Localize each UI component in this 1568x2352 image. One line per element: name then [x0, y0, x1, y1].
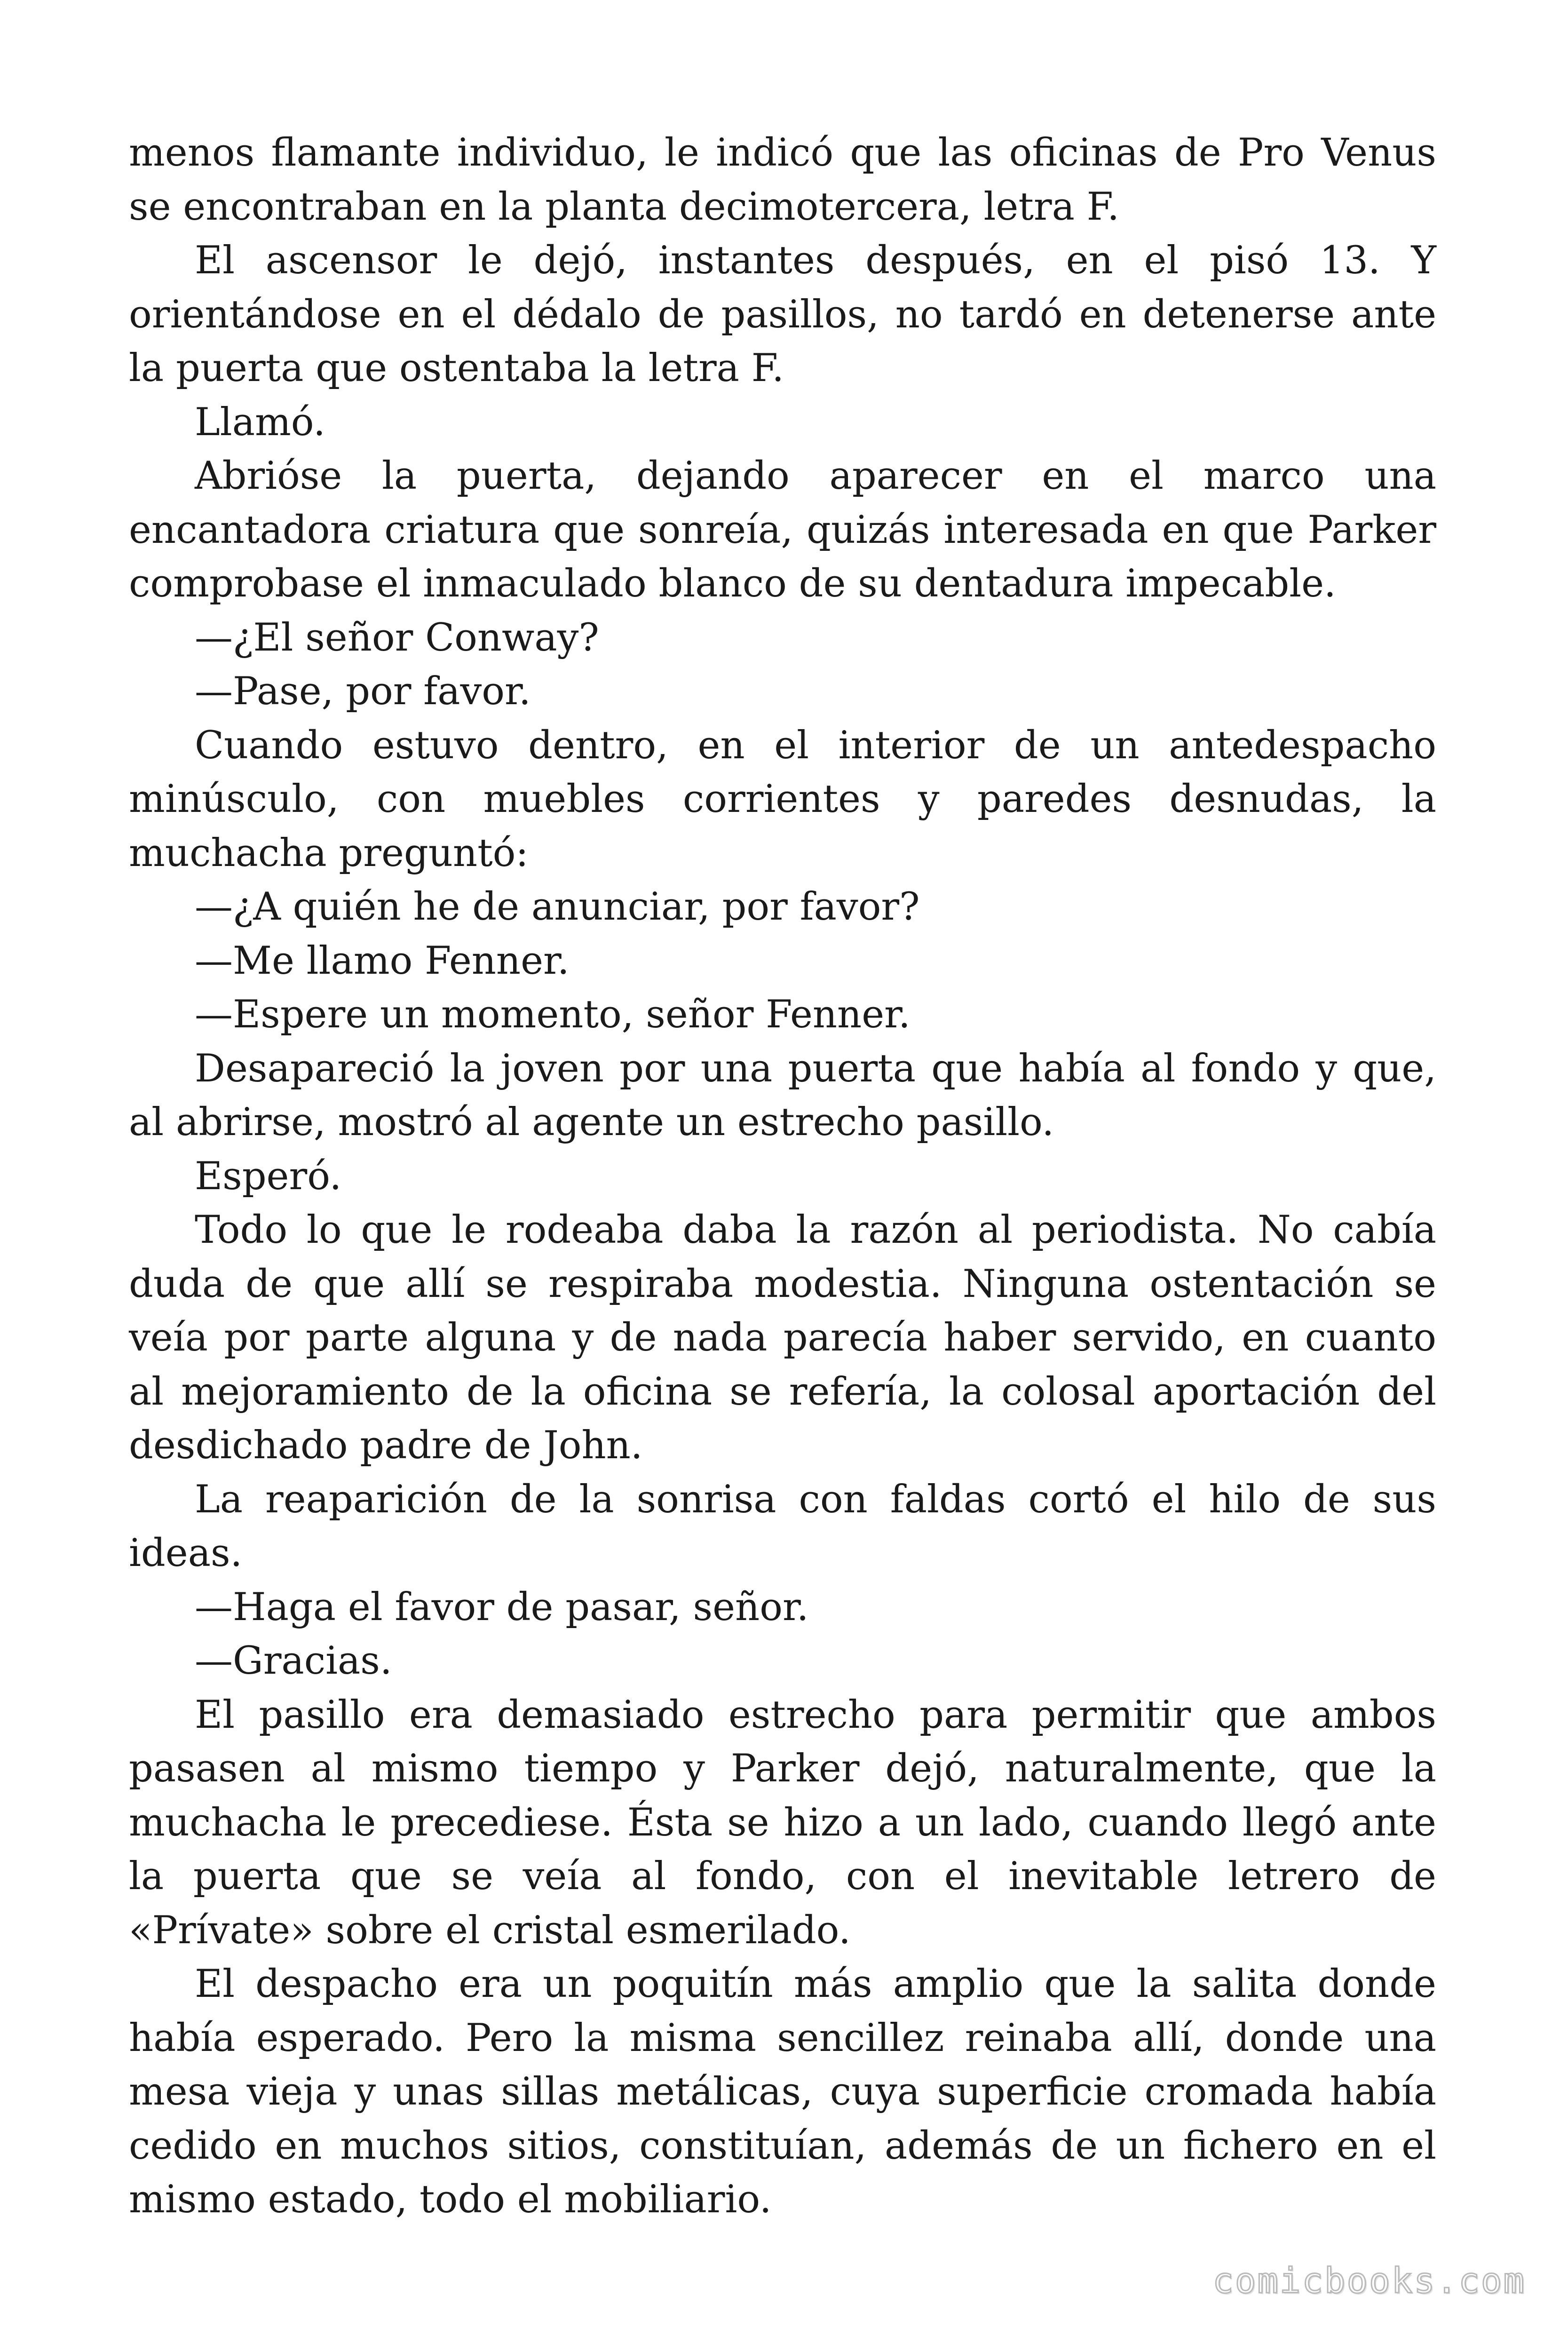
dialogue-line: —Me llamo Fenner.	[195, 938, 570, 983]
paragraph: menos flamante individuo, le indicó que las oficinas de Pro Venus se encontraban en la planta decimotercera, letra F.	[129, 131, 1436, 229]
paragraph: Cuando estuvo dentro, en el interior de un antedespacho minúsculo, con muebles corrientes y paredes desnudas, la muchacha preguntó:	[129, 723, 1436, 875]
paragraph: El pasillo era demasiado estrecho para permitir que ambos pasasen al mismo tiempo y Parker dejó, naturalmente, que la muchacha le precediese. Ésta se hizo a un lado, cuando llegó ante la puerta que se veía al fondo, con el inevitable letrero de «Prívate» sobre el cristal esmerilado.	[129, 1692, 1436, 1953]
paragraph: Llamó.	[195, 400, 325, 445]
paragraph: Abrióse la puerta, dejando aparecer en el marco una encantadora criatura que sonreía, quizás interesada en que Parker comprobase el inmaculado blanco de su dentadura impecable.	[129, 454, 1436, 606]
paragraph: Esperó.	[195, 1154, 342, 1199]
paragraph: Todo lo que le rodeaba daba la razón al periodista. No cabía duda de que allí se respiraba modestia. Ninguna ostentación se veía por parte alguna y de nada parecía haber servido, en cuanto al mejoramiento de la oficina se refería, la colosal aportación del desdichado padre de John.	[129, 1208, 1436, 1468]
paragraph: Desapareció la joven por una puerta que había al fondo y que, al abrirse, mostró al agente un estrecho pasillo.	[129, 1046, 1436, 1144]
dialogue-line: —¿El señor Conway?	[195, 615, 599, 660]
dialogue-line: —Espere un momento, señor Fenner.	[195, 993, 911, 1037]
dialogue-line: —Pase, por favor.	[195, 669, 531, 714]
paragraph: El ascensor le dejó, instantes después, en el pisó 13. Y orientándose en el dédalo de pasillos, no tardó en detenerse ante la puerta que ostentaba la letra F.	[129, 238, 1436, 390]
watermark: comicbooks.com	[1212, 2261, 1526, 2301]
body-text	[129, 126, 1436, 2227]
dialogue-line: —Gracias.	[195, 1639, 392, 1683]
paragraph: El despacho era un poquitín más amplio que la salita donde había esperado. Pero la misma sencillez reinaba allí, donde una mesa vieja y unas sillas metálicas, cuya superficie cromada había cedido en muchos sitios, constituían, además de un fichero en el mismo estado, todo el mobiliario.	[129, 1962, 1436, 2222]
dialogue-line: —Haga el favor de pasar, señor.	[195, 1585, 809, 1629]
dialogue-line: —¿A quién he de anunciar, por favor?	[195, 885, 920, 929]
paragraph: La reaparición de la sonrisa con faldas cortó el hilo de sus ideas.	[129, 1477, 1436, 1575]
